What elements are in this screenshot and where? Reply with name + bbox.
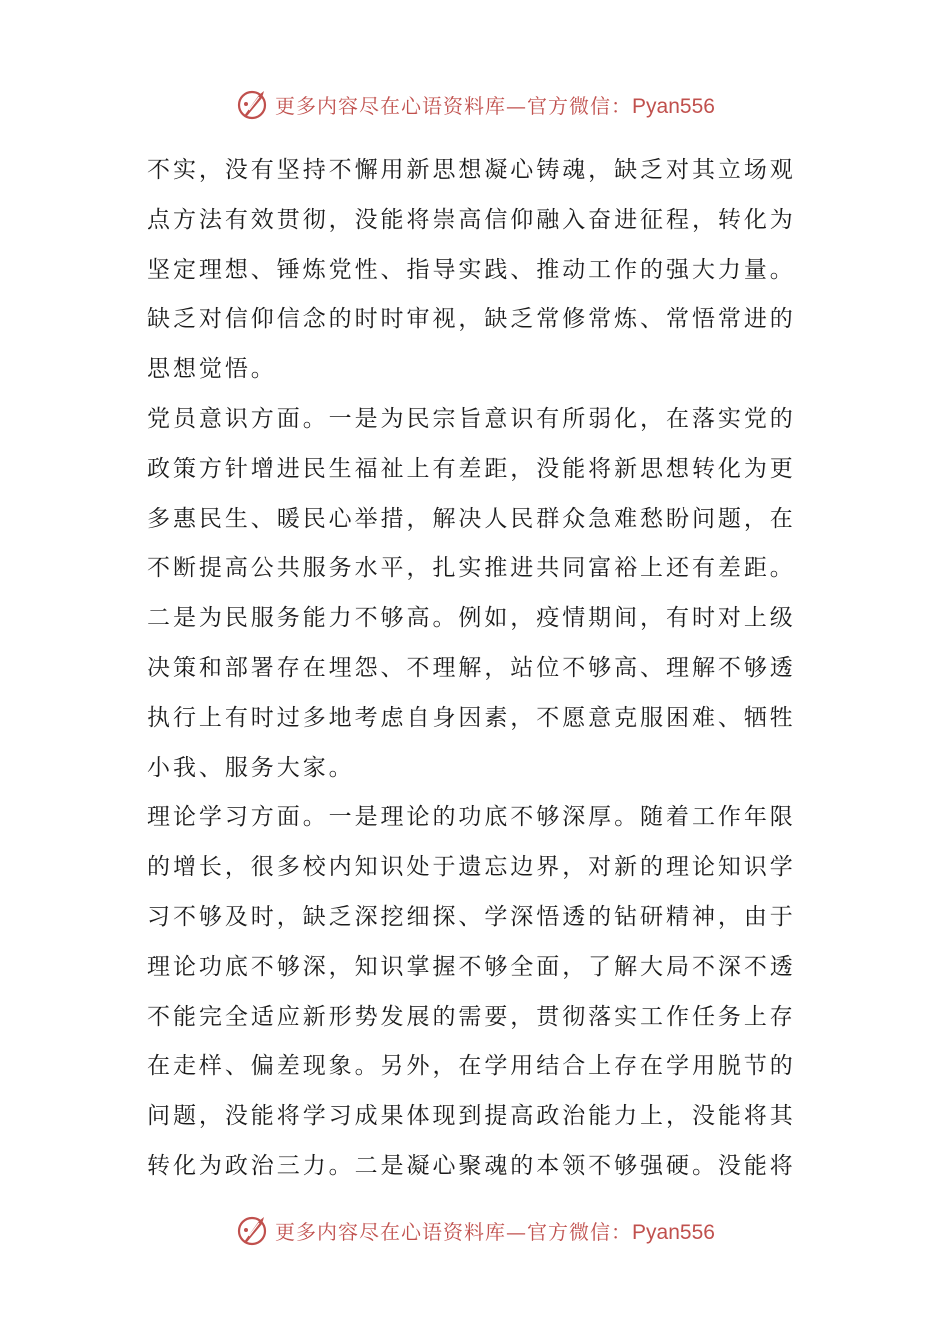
body-line: 习不够及时，缺乏深挖细探、学深悟透的钻研精神，由于 — [147, 903, 796, 930]
body-line: 转化为政治三力。二是凝心聚魂的本领不够强硬。没能将 — [147, 1152, 796, 1179]
body-line: 点方法有效贯彻，没能将崇高信仰融入奋进征程，转化为 — [147, 206, 796, 233]
header-watermark-banner — [0, 84, 950, 124]
wechat-id: Pyan556 — [632, 1220, 715, 1244]
body-line: 的增长，很多校内知识处于遗忘边界，对新的理论知识学 — [147, 854, 796, 881]
body-line: 执行上有时过多地考虑自身因素，不愿意克服困难、牺牲 — [147, 704, 796, 731]
body-line: 在走样、偏差现象。另外，在学用结合上存在学用脱节的 — [147, 1053, 796, 1080]
footer-watermark-banner — [0, 1210, 950, 1250]
body-line: 问题，没能将学习成果体现到提高政治能力上，没能将其 — [147, 1103, 796, 1130]
watermark-text: 更多内容尽在心语资料库—官方微信：Pyan556 — [275, 93, 715, 118]
body-line: 决策和部署存在埋怨、不理解，站位不够高、理解不够透 — [147, 654, 796, 681]
quill-pen-logo-icon — [235, 86, 271, 122]
body-line: 多惠民生、暖民心举措，解决人民群众急难愁盼问题，在 — [147, 505, 796, 532]
body-line: 坚定理想、锤炼党性、指导实践、推动工作的强大力量。 — [147, 256, 796, 283]
body-line: 二是为民服务能力不够高。例如，疫情期间，有时对上级 — [147, 605, 796, 632]
body-line: 不能完全适应新形势发展的需要，贯彻落实工作任务上存 — [147, 1003, 796, 1030]
wechat-id: Pyan556 — [632, 94, 715, 118]
body-line: 理论学习方面。一是理论的功底不够深厚。随着工作年限 — [147, 804, 796, 831]
body-line: 不实，没有坚持不懈用新思想凝心铸魂，缺乏对其立场观 — [147, 157, 796, 183]
body-line: 不断提高公共服务水平，扎实推进共同富裕上还有差距。 — [147, 555, 796, 582]
watermark-text: 更多内容尽在心语资料库—官方微信：Pyan556 — [275, 1219, 715, 1244]
body-line: 理论功底不够深，知识掌握不够全面，了解大局不深不透 — [147, 953, 796, 980]
document-body — [147, 146, 811, 1192]
body-line: 小我、服务大家。 — [147, 754, 355, 781]
body-line: 党员意识方面。一是为民宗旨意识有所弱化，在落实党的 — [147, 405, 796, 432]
body-line: 缺乏对信仰信念的时时审视，缺乏常修常炼、常悟常进的 — [147, 306, 796, 333]
quill-pen-logo-icon — [235, 1212, 271, 1248]
body-line: 政策方针增进民生福祉上有差距，没能将新思想转化为更 — [147, 455, 796, 482]
body-line: 思想觉悟。 — [147, 356, 277, 383]
